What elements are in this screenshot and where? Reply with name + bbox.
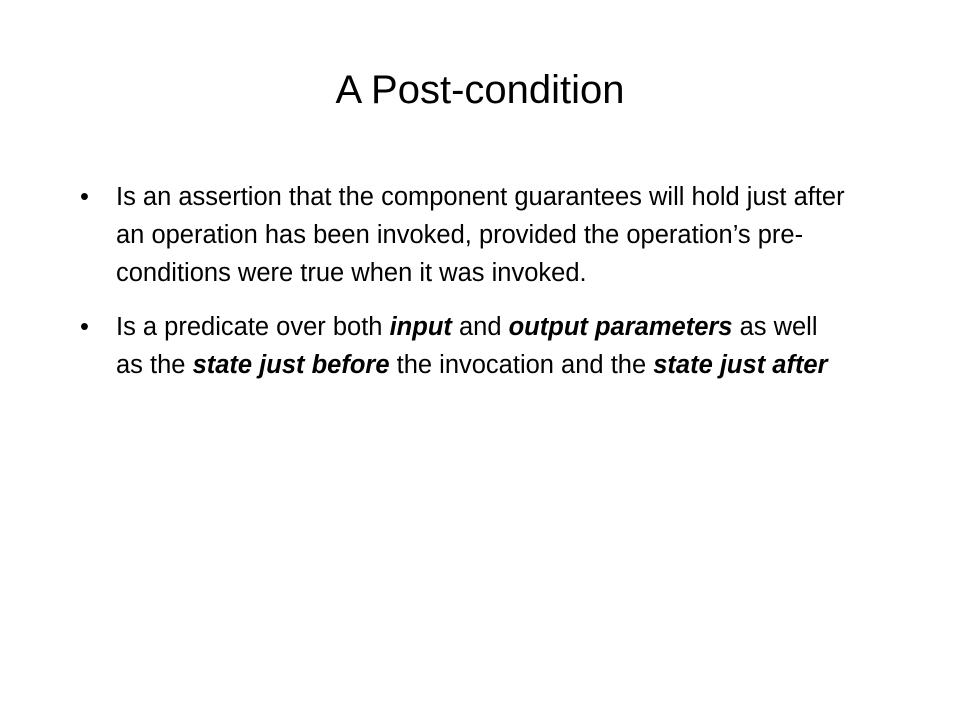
bullet-marker: • <box>80 183 89 211</box>
bullet-item-1 <box>80 178 850 292</box>
bullet-item-2 <box>80 308 850 384</box>
bullet-segment: Is a predicate over both <box>116 313 390 341</box>
emphasis-state-just-after: state just after <box>653 351 828 379</box>
bullet-text <box>116 183 845 287</box>
emphasis-state-just-before: state just before <box>192 351 390 379</box>
slide-title: A Post-condition <box>335 68 625 112</box>
bullet-marker: • <box>80 313 89 341</box>
bullet-segment: as well as the <box>116 313 818 379</box>
emphasis-input: input <box>389 313 452 341</box>
bullet-list <box>80 178 850 400</box>
emphasis-output-parameters: output parameters <box>508 313 733 341</box>
bullet-segment: and <box>451 313 509 341</box>
bullet-text <box>116 313 828 379</box>
bullet-segment: the invocation and the <box>389 351 654 379</box>
bullet-segment: Is an assertion that the component guarantees will hold just after an operation has been invoked, provided the operation’s pre-conditions were true when it was invoked. <box>116 183 845 287</box>
